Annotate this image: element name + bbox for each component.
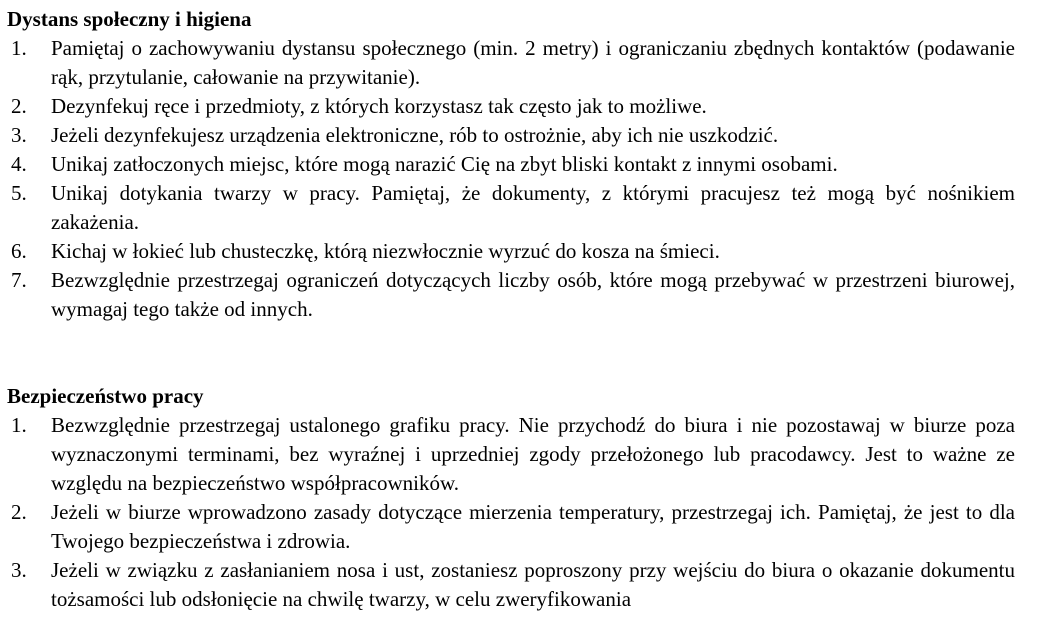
list-item-text: Unikaj dotykania twarzy w pracy. Pamiętaj, że dokumenty, z którymi pracujesz też mogą być nośnikiem zakażenia.	[51, 181, 1015, 234]
list-item-text: Kichaj w łokieć lub chusteczkę, którą niezwłocznie wyrzuć do kosza na śmieci.	[51, 239, 720, 263]
list-item-number: 7.	[11, 268, 27, 292]
list-item	[7, 121, 1015, 150]
list-item-number: 6.	[11, 239, 27, 263]
list-item-text: Pamiętaj o zachowywaniu dystansu społecznego (min. 2 metry) i ograniczaniu zbędnych kontaktów (podawanie rąk, przytulanie, całowanie na przywitanie).	[51, 36, 1015, 89]
list-item-text: Jeżeli w związku z zasłanianiem nosa i ust, zostaniesz poproszony przy wejściu do biura o okazanie dokumentu tożsamości lub odsłonięcie na chwilę twarzy, w celu zweryfikowania	[51, 558, 1015, 611]
section-social-distance-hygiene	[7, 5, 1015, 324]
list-item-text: Bezwzględnie przestrzegaj ograniczeń dotyczących liczby osób, które mogą przebywać w przestrzeni biurowej, wymagaj tego także od innych.	[51, 268, 1015, 321]
section-title: Dystans społeczny i higiena	[7, 7, 252, 31]
list-item-number: 2.	[11, 94, 27, 118]
list-item	[7, 179, 1015, 237]
list-item-number: 4.	[11, 152, 27, 176]
list-item-text: Dezynfekuj ręce i przedmioty, z których korzystasz tak często jak to możliwe.	[51, 94, 707, 118]
list-item	[7, 411, 1015, 498]
list-item-number: 5.	[11, 181, 27, 205]
document-page	[7, 0, 1015, 614]
list-item-text: Bezwzględnie przestrzegaj ustalonego grafiku pracy. Nie przychodź do biura i nie pozostawaj w biurze poza wyznaczonymi terminami, bez wyraźnej i uprzedniej zgody przełożonego lub pracodawcy. Jest to ważne ze względu na bezpieczeństwo współpracowników.	[51, 413, 1015, 495]
list-item-number: 1.	[11, 36, 27, 60]
list-item	[7, 498, 1015, 556]
list-item	[7, 34, 1015, 92]
list-item	[7, 92, 1015, 121]
list-item-number: 2.	[11, 500, 27, 524]
numbered-list	[7, 411, 1015, 614]
list-item-number: 3.	[11, 558, 27, 582]
list-item	[7, 237, 1015, 266]
list-item-number: 3.	[11, 123, 27, 147]
list-item	[7, 266, 1015, 324]
section-work-safety	[7, 382, 1015, 614]
list-item-text: Jeżeli w biurze wprowadzono zasady dotyczące mierzenia temperatury, przestrzegaj ich. Pamiętaj, że jest to dla Twojego bezpieczeństwa i zdrowia.	[51, 500, 1015, 553]
section-spacer	[7, 324, 1015, 382]
list-item-text: Jeżeli dezynfekujesz urządzenia elektroniczne, rób to ostrożnie, aby ich nie uszkodzić.	[51, 123, 779, 147]
section-title: Bezpieczeństwo pracy	[7, 384, 204, 408]
list-item-text: Unikaj zatłoczonych miejsc, które mogą narazić Cię na zbyt bliski kontakt z innymi osobami.	[51, 152, 838, 176]
list-item	[7, 556, 1015, 614]
list-item-number: 1.	[11, 413, 27, 437]
list-item	[7, 150, 1015, 179]
numbered-list	[7, 34, 1015, 324]
